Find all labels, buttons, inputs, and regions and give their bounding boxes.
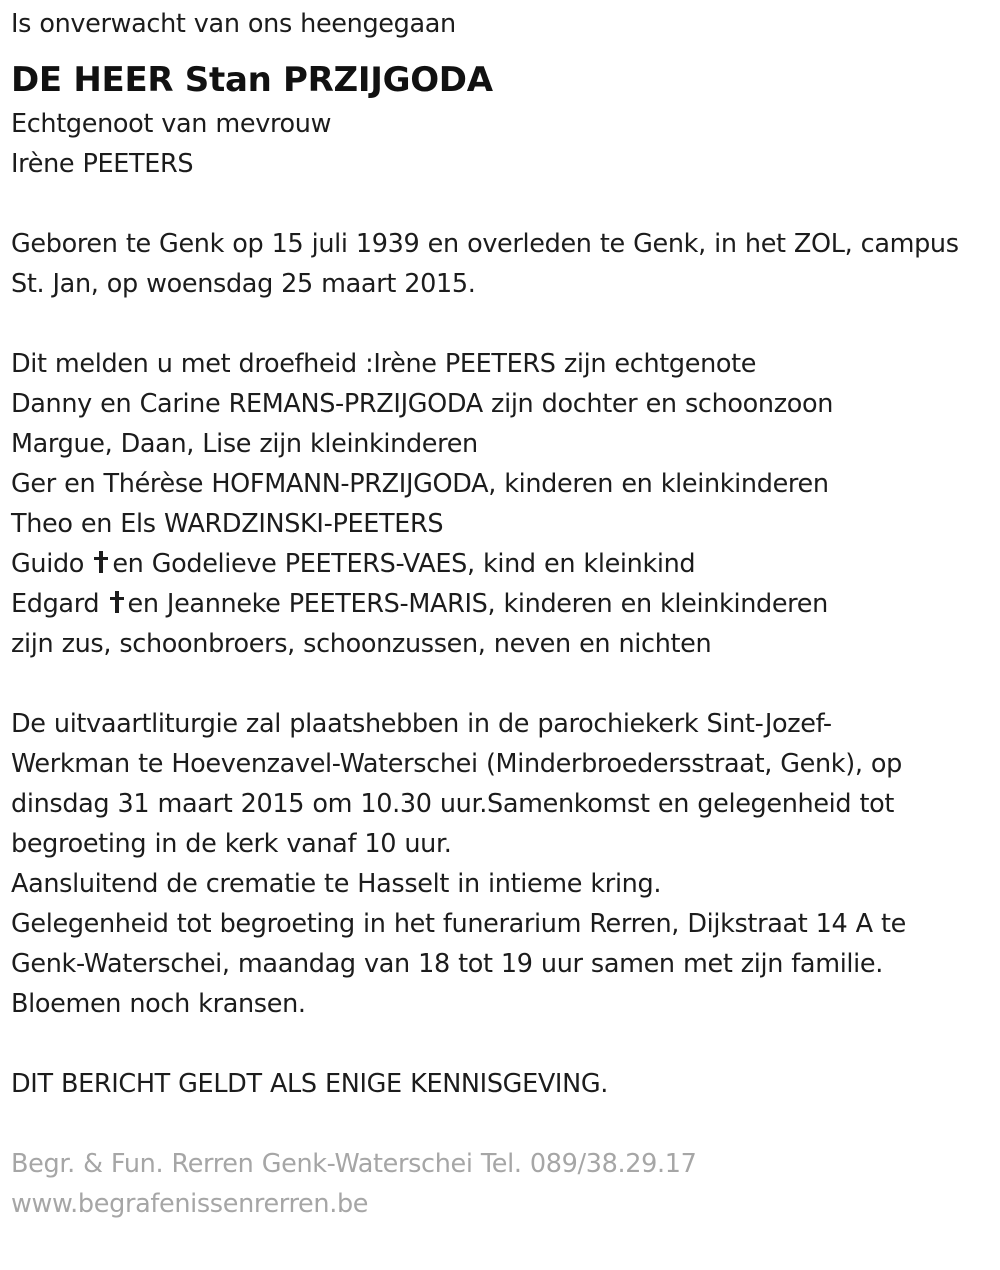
funeral-line-2: Werkman te Hoevenzavel-Waterschei (Minderbroedersstraat, Genk), op <box>11 749 902 779</box>
spacer <box>11 304 996 344</box>
funeral-details <box>11 704 996 1024</box>
funeral-line-3: dinsdag 31 maart 2015 om 10.30 uur.Samenkomst en gelegenheid tot <box>11 789 895 819</box>
funeral-home-website: www.begrafenissenrerren.be <box>11 1189 369 1219</box>
closing-statement: DIT BERICHT GELDT ALS ENIGE KENNISGEVING. <box>11 1069 608 1099</box>
family-line-8: zijn zus, schoonbroers, schoonzussen, neven en nichten <box>11 629 712 659</box>
family-line-5: Theo en Els WARDZINSKI-PEETERS <box>11 509 444 539</box>
funeral-line-1: De uitvaartliturgie zal plaatshebben in de parochiekerk Sint-Jozef- <box>11 709 832 739</box>
spouse-line-2: Irène PEETERS <box>11 149 194 179</box>
family-member-rest: en Godelieve PEETERS-VAES, kind en kleinkind <box>112 549 696 579</box>
cross-icon <box>110 591 124 613</box>
family-line-7 <box>11 584 996 624</box>
funeral-line-8: Bloemen noch kransen. <box>11 989 306 1019</box>
spacer <box>11 1104 996 1144</box>
birth-line-2: St. Jan, op woensdag 25 maart 2015. <box>11 269 476 299</box>
spouse-line-1: Echtgenoot van mevrouw <box>11 109 332 139</box>
family-line-2: Danny en Carine REMANS-PRZIJGODA zijn dochter en schoonzoon <box>11 389 834 419</box>
deceased-name: DE HEER Stan PRZIJGODA <box>11 60 493 100</box>
spacer <box>11 664 996 704</box>
family-list <box>11 344 996 664</box>
birth-line-1: Geboren te Genk op 15 juli 1939 en overleden te Genk, in het ZOL, campus <box>11 229 959 259</box>
family-line-3: Margue, Daan, Lise zijn kleinkinderen <box>11 429 478 459</box>
intro-text: Is onverwacht van ons heengegaan <box>11 9 456 39</box>
cross-icon <box>94 551 108 573</box>
death-notice <box>11 4 996 1224</box>
funeral-line-6: Gelegenheid tot begroeting in het funerarium Rerren, Dijkstraat 14 A te <box>11 909 907 939</box>
funeral-line-4: begroeting in de kerk vanaf 10 uur. <box>11 829 452 859</box>
spacer <box>11 1024 996 1064</box>
family-member-rest: en Jeanneke PEETERS-MARIS, kinderen en kleinkinderen <box>127 589 828 619</box>
funeral-line-7: Genk-Waterschei, maandag van 18 tot 19 uur samen met zijn familie. <box>11 949 883 979</box>
funeral-home-info: Begr. & Fun. Rerren Genk-Waterschei Tel. 089/38.29.17 <box>11 1149 697 1179</box>
funeral-line-5: Aansluitend de crematie te Hasselt in intieme kring. <box>11 869 662 899</box>
family-line-4: Ger en Thérèse HOFMANN-PRZIJGODA, kinderen en kleinkinderen <box>11 469 829 499</box>
family-line-6 <box>11 544 996 584</box>
spacer <box>11 184 996 224</box>
family-member-name: Guido <box>11 549 85 579</box>
family-member-name: Edgard <box>11 589 100 619</box>
family-line-1: Dit melden u met droefheid :Irène PEETERS zijn echtgenote <box>11 349 757 379</box>
